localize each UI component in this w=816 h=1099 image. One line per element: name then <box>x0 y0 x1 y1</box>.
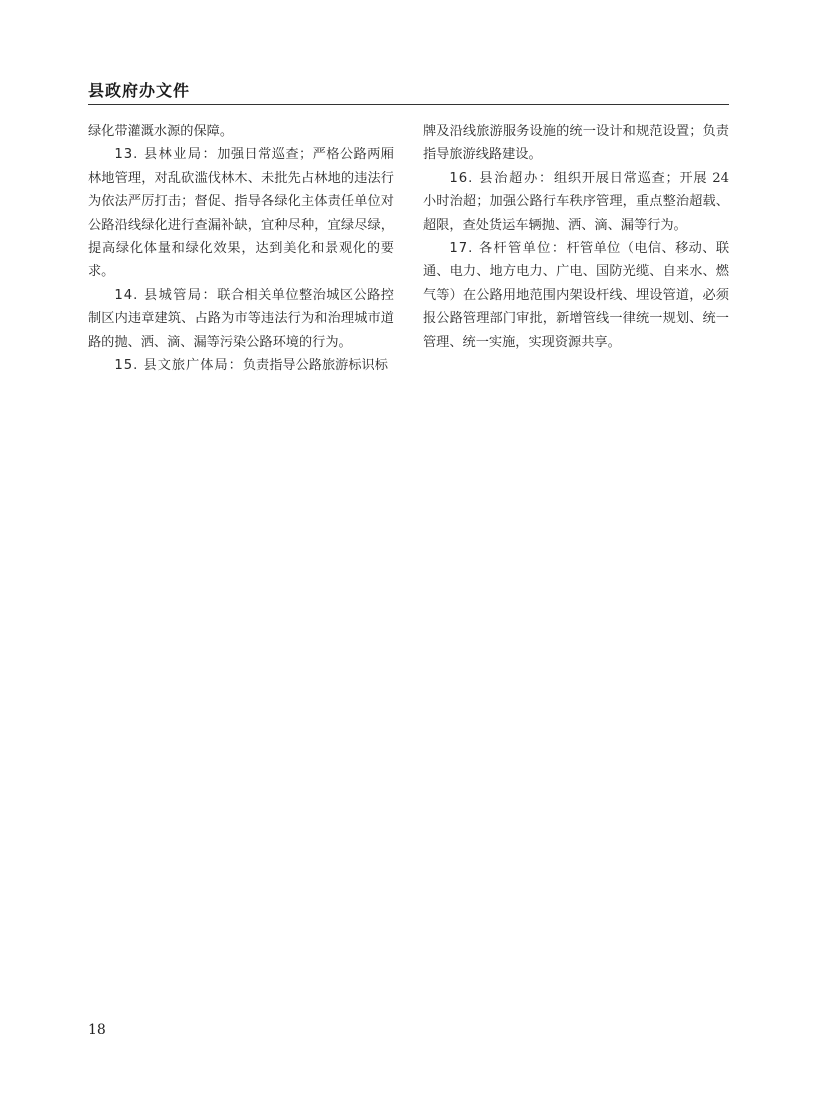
paragraph-overload-office <box>423 167 729 237</box>
item-text: 加强日常巡查；严格公路两厢林地管理，对乱砍滥伐林木、未批先占林地的违法行为依法严厉打击；督促、指导各绿化主体责任单位对公路沿线绿化进行查漏补缺，宜种尽种，宜绿尽绿，提高绿化体量和绿化效果，达到美化和景观化的要求。 <box>88 147 394 280</box>
right-column <box>423 120 729 354</box>
paragraph-pole-pipe-units <box>423 237 729 354</box>
item-lead: 14. 县城管局： <box>114 287 218 303</box>
paragraph-continuation: 牌及沿线旅游服务设施的统一设计和规范设置；负责指导旅游线路建设。 <box>423 124 729 163</box>
header-title: 县政府办文件 <box>88 81 191 100</box>
item-text: 联合相关单位整治城区公路控制区内违章建筑、占路为市等违法行为和治理城市道路的抛、洒、滴、漏等污染公路环境的行为。 <box>88 287 394 350</box>
page-number: 18 <box>88 1022 106 1038</box>
item-lead: 16. 县治超办： <box>449 170 554 186</box>
paragraph-forestry-bureau <box>88 143 394 283</box>
left-column <box>88 120 394 377</box>
header-divider <box>88 104 729 105</box>
item-text: 负责指导公路旅游标识标 <box>242 358 388 374</box>
paragraph-culture-tourism <box>88 354 394 377</box>
item-text: 组织开展日常巡查；开展 24 小时治超；加强公路行车秩序管理，重点整治超载、超限，查处货运车辆抛、洒、滴、漏等行为。 <box>423 170 729 233</box>
paragraph-urban-management <box>88 284 394 354</box>
item-lead: 15. 县文旅广体局： <box>114 358 243 374</box>
paragraph-continuation: 绿化带灌溉水源的保障。 <box>88 124 234 139</box>
item-lead: 13. 县林业局： <box>114 147 218 163</box>
page-header <box>88 78 728 106</box>
item-text: 杆管单位（电信、移动、联通、电力、地方电力、广电、国防光缆、自来水、燃气等）在公路用地范围内架设杆线、埋设管道，必须报公路管理部门审批，新增管线一律统一规划、统一管理、统一实施，实现资源共享。 <box>423 241 730 350</box>
item-lead: 17. 各杆管单位： <box>449 241 567 257</box>
